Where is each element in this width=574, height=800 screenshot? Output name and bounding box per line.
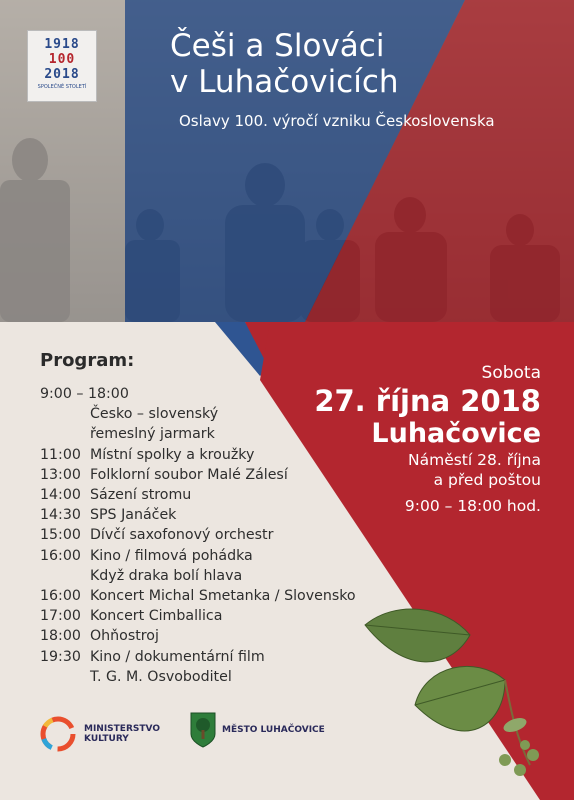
program-item-label: Sázení stromu	[90, 487, 192, 504]
program-item-label: Ohňostroj	[90, 628, 159, 645]
program-item-time	[40, 566, 90, 586]
program-item-label: řemeslný jarmark	[90, 426, 215, 443]
program-item-label: Kino / dokumentární film	[90, 648, 265, 665]
program-heading: Program:	[40, 350, 135, 371]
program-item-time: 14:00	[40, 487, 81, 504]
badge-100: 100	[48, 52, 76, 67]
program-item-time: 15:00	[40, 527, 81, 544]
program-item-time: 14:30	[40, 507, 81, 524]
program-item	[40, 445, 356, 465]
program-item	[40, 667, 356, 687]
program-item-time: 11:00	[40, 446, 81, 463]
title-line-2: v Luhačovicích	[170, 64, 399, 100]
event-date: 27. října 2018	[314, 384, 541, 418]
ministry-label-2: KULTURY	[84, 734, 129, 744]
subtitle: Oslavy 100. výročí vzniku Československa	[179, 112, 495, 130]
program-item	[40, 566, 356, 586]
program-item	[40, 606, 356, 626]
town-coat-of-arms-icon	[190, 712, 216, 748]
badge-year-1918: 1918	[44, 37, 80, 52]
event-time: 9:00 – 18:00 hod.	[404, 497, 541, 515]
program-item-label: T. G. M. Osvoboditel	[90, 668, 232, 685]
program-item	[40, 626, 356, 646]
program-item-label: Když draka bolí hlava	[90, 567, 243, 584]
centenary-badge	[27, 30, 97, 102]
ministry-of-culture-logo	[38, 714, 160, 754]
program-item	[40, 424, 356, 444]
town-logo	[190, 712, 325, 748]
ministry-label-1: MINISTERSTVO	[84, 724, 160, 734]
program-item-time	[40, 424, 90, 444]
program-item	[40, 586, 356, 606]
linden-leaf-illustration	[355, 595, 555, 800]
program-item-time: 13:00	[40, 466, 81, 483]
ministry-logo-icon	[38, 714, 78, 754]
program-item-label: Koncert Cimballica	[90, 608, 223, 625]
program-item-time: 17:00	[40, 608, 81, 625]
program-item-label: Místní spolky a kroužky	[90, 446, 255, 463]
program-item-label: Dívčí saxofonový orchestr	[90, 527, 274, 544]
town-label: MĚSTO LUHAČOVICE	[222, 725, 325, 735]
program-item-time: 18:00	[40, 628, 81, 645]
program-item	[40, 384, 356, 404]
event-city: Luhačovice	[371, 418, 541, 449]
program-item-label: Folklorní soubor Malé Zálesí	[90, 466, 288, 483]
program-item	[40, 404, 356, 424]
event-place-1: Náměstí 28. října	[408, 451, 541, 469]
program-item	[40, 485, 356, 505]
program-item-time: 16:00	[40, 547, 81, 564]
badge-caption: SPOLEČNÉ STOLETÍ	[37, 84, 87, 90]
title-line-1: Češi a Slováci	[170, 28, 385, 64]
event-place-2: a před poštou	[433, 471, 541, 489]
program-item-time: 19:30	[40, 648, 81, 665]
program-item-time: 9:00 – 18:00	[40, 386, 129, 402]
program-item-time: 16:00	[40, 588, 81, 605]
program-item-label: Kino / filmová pohádka	[90, 547, 253, 564]
program-item	[40, 465, 356, 485]
program-item-label: SPS Janáček	[90, 507, 177, 524]
program-item-time	[40, 404, 90, 424]
badge-year-2018: 2018	[44, 67, 80, 82]
program-item	[40, 647, 356, 667]
program-list	[40, 384, 356, 687]
program-item-label: Česko – slovenský	[90, 406, 219, 423]
event-day: Sobota	[481, 363, 541, 383]
program-item-time	[40, 667, 90, 687]
program-item	[40, 546, 356, 566]
program-item-label: Koncert Michal Smetanka / Slovensko	[90, 588, 356, 605]
event-info	[314, 362, 541, 517]
program-item	[40, 525, 356, 545]
page-title	[170, 28, 399, 100]
program-item	[40, 505, 356, 525]
